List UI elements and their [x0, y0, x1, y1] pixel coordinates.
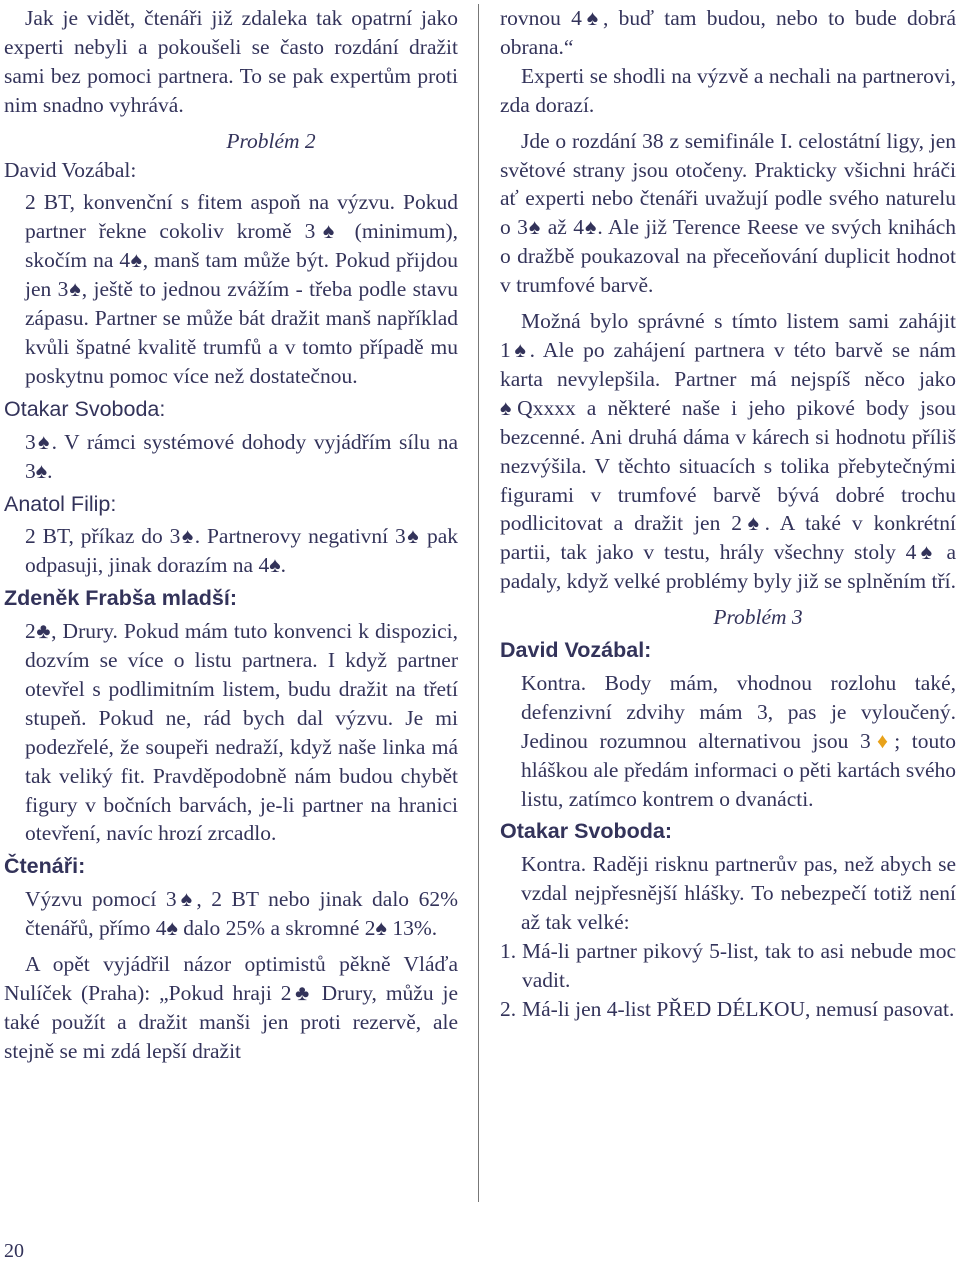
list-item [500, 995, 956, 1024]
list-item [500, 937, 956, 995]
speaker-otakar-svoboda: Otakar Svoboda: [4, 396, 166, 421]
speaker-david-vozabal-p3: David Vozábal: [500, 638, 652, 663]
readers-text: Výzvu pomocí 3♠, 2 BT nebo jinak dalo 62% čtenářů, přímo 4♠ dalo 25% a skromné 2♠ 13%. [25, 887, 458, 941]
continuation-paragraph: rovnou 4♠, buď tam budou, nebo to bude dobrá obrana.“ [500, 6, 956, 59]
list-number: 1. [500, 939, 517, 964]
problem-2-heading: Problém 2 [226, 128, 316, 153]
left-column [4, 4, 458, 1066]
answer-zdenek-frabsa: 2♣, Drury. Pokud mám tuto konvenci k dispozici, dozvím se více o listu partnera. I když partner otevřel s podlimitním listem, budu dražit na třetí stupeň. Pokud ne, rád bych dal výzvu. Je mi podezřelé, že soupeři nedraží, když naše linka má tak veliký fit. Pravděpodobně nám budou chybět figury v bočních barvách, je-li partner na hranici otevření, navíc hrozí zrcadlo. [25, 619, 458, 846]
list-number: 2. [500, 996, 517, 1021]
answer-david-vozabal: 2 BT, konvenční s fitem aspoň na výzvu. Pokud partner řekne cokoliv kromě 3♠ (minimum), skočím na 4♠, manš tam může být. Pokud přijdou jen 3♠, ještě to jednou zvážím - třeba podle stavu zápasu. Partner se může bát dražit manš například kvůli špatné kvalitě trumfů a v tomto případě mu poskytnu pomoc více než dostatečnou. [25, 190, 458, 388]
experts-paragraph: Experti se shodli na výzvě a nechali na partnerovi, zda dorazí. [500, 63, 956, 117]
readers-label: Čtenáři: [4, 854, 86, 879]
column-divider [478, 4, 479, 1202]
answer-david-vozabal-p3 [500, 669, 956, 814]
deal-paragraph: Jde o rozdání 38 z semifinále I. celostátní ligy, jen světové strany jsou otočeny. Prakticky všichni hráči ať experti nebo čtenáři uvažují podle svého naturelu o 3♠ až 4♠. Ale již Terence Reese ve svých knihách o dražbě poukazoval na přeceňování duplicit hodnot v trumfové barvě. [500, 128, 956, 298]
answer-text-start: Kontra. Body mám, vhodnou rozlohu také, defenzivní zdvihy mám 3, pas je vyloučený. Jedinou rozumnou alternativou jsou 3 [521, 670, 956, 753]
speaker-otakar-svoboda-p3: Otakar Svoboda: [500, 819, 673, 844]
speaker-zdenek-frabsa: Zdeněk Frabša mladší: [4, 586, 237, 611]
speaker-david-vozabal: David Vozábal: [4, 157, 137, 182]
intro-paragraph: Jak je vidět, čtenáři již zdaleka tak opatrní jako experti nebyli a pokoušeli se často rozdání dražit sami bez pomoci partnera. To se pak expertům proti nim snadno vyhrává. [4, 6, 458, 117]
page-number: 20 [4, 1240, 24, 1262]
list-text: Má-li partner pikový 5-list, tak to asi nebude moc vadit. [522, 939, 956, 992]
numbered-list [500, 937, 956, 1024]
speaker-anatol-filip: Anatol Filip: [4, 491, 117, 516]
closing-paragraph: A opět vyjádřil názor optimistů pěkně Vláďa Nulíček (Praha): „Pokud hraji 2♣ Drury, můžu je také použít a dražit manši jen proti rezervě, ale stejně se mi zdá lepší dražit [4, 952, 458, 1063]
problem-3-heading: Problém 3 [713, 605, 803, 630]
analysis-paragraph: Možná bylo správné s tímto listem sami zahájit 1♠. Ale po zahájení partnera v této barvě se nám karta nevylepšila. Partner má nejspíš něco jako ♠Qxxxx a některé naše i jeho pikové body jsou bezcenné. Ani druhá dáma v kárech si hodnotu příliš nezvýšila. V těchto situacích s tolika přebytečnými figurami v trumfové barvě bývá dobré trochu podlicitovat a dražit jen 2♠. A také v konkrétní partii, tak jako v testu, hrály všechny stoly 4♠ a padaly, když velké problémy byly již se splněním tří. [500, 309, 956, 594]
answer-otakar-svoboda: 3♠. V rámci systémové dohody vyjádřím sílu na 3♠. [25, 429, 458, 483]
list-text: Má-li jen 4-list PŘED DÉLKOU, nemusí pasovat. [522, 996, 955, 1021]
right-column [500, 4, 956, 1024]
answer-otakar-svoboda-p3: Kontra. Raději risknu partnerův pas, než abych se vzdal nejpřesnější hlášky. To nebezpečí totiž není až tak velké: [521, 852, 956, 935]
answer-anatol-filip: 2 BT, příkaz do 3♠. Partnerovy negativní 3♠ pak odpasuji, jinak dorazím na 4♠. [25, 524, 458, 578]
answer-text-end: ; touto hláškou ale předám informaci o pěti kartách svého listu, zatímco kontrem o dvanácti. [521, 728, 956, 811]
diamond-suit-icon: ♦ [870, 728, 895, 753]
